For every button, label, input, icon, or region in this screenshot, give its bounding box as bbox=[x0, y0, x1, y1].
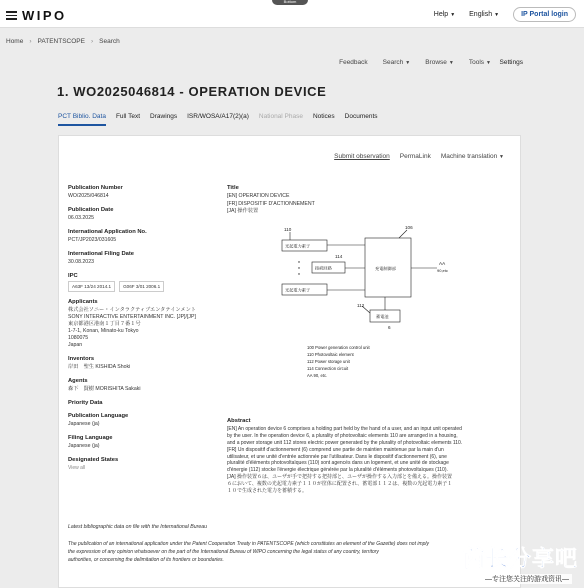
permalink-link[interactable]: PermaLink bbox=[399, 153, 431, 160]
field-label: Priority Data bbox=[68, 400, 103, 407]
abstract-line: ６において、複数の光起電力素子１１０が筐体に配置され、蓄電部１１２は、複数の光起電力素子１ bbox=[227, 481, 453, 488]
abstract-label: Abstract bbox=[227, 418, 251, 424]
field-label: Applicants bbox=[68, 299, 98, 306]
filing-language: Japanese (ja) bbox=[68, 443, 100, 450]
field-label: Filing Language bbox=[68, 435, 113, 442]
tab-bar bbox=[58, 113, 378, 126]
breadcrumb bbox=[6, 38, 120, 45]
disclaimer-line: The publication of an international application under the Patent Cooperation Treaty in PATENTSCOPE (which constitutes an element of the Gazette) does not imply bbox=[68, 541, 430, 547]
breadcrumb-separator: › bbox=[90, 38, 94, 45]
menu-icon[interactable] bbox=[6, 11, 17, 20]
tab-isr-wosa[interactable]: ISR/WOSA/A17(2)(a) bbox=[187, 113, 249, 120]
tab-national-phase: National Phase bbox=[258, 113, 303, 120]
language-menu[interactable]: English ▼ bbox=[469, 11, 500, 18]
abstract-line: [FR] Un dispositif d'actionnement (6) comprend une partie de maintien maintenue par la main d'un bbox=[227, 446, 444, 453]
top-bar bbox=[0, 0, 584, 28]
field-label: Publication Date bbox=[68, 207, 114, 214]
label-114: 114 bbox=[335, 253, 343, 259]
disclaimer bbox=[68, 540, 448, 564]
chevron-down-icon: ▼ bbox=[499, 154, 504, 160]
abstract-line: [JA] 操作装置６は、ユーザが手で把持する把持部と、ユーザが操作する入力部とを備える。操作装置 bbox=[227, 474, 453, 481]
legend-line: 100 Power generation control unit bbox=[307, 344, 370, 350]
legend-line: 114 Connection circuit bbox=[307, 365, 349, 371]
wipo-logo: WIPO bbox=[22, 8, 67, 23]
label-6: 6 bbox=[388, 324, 391, 330]
biblio-panel bbox=[58, 135, 521, 588]
applicants: 株式会社ソニー・インタラクティブエンタテインメント SONY INTERACTIVE ENTERTAINMENT INC. [JP]/[JP] 東京都港区港南１丁目７番１号 1-7-1, Konan, Minato-ku Tokyo 1080075 Japan bbox=[68, 307, 196, 349]
abstract-line: １０で生成された電力を蓄積する。 bbox=[227, 488, 308, 495]
label-aa: AA bbox=[439, 260, 446, 266]
legend-line: 112 Power storage unit bbox=[307, 358, 350, 364]
page-title: 1. WO2025046814 - OPERATION DEVICE bbox=[57, 84, 327, 99]
chevron-down-icon: ▼ bbox=[405, 60, 411, 66]
title-ja: [JA] 操作装置 bbox=[227, 208, 259, 215]
title-fr: [FR] DISPOSITIF D'ACTIONNEMENT bbox=[227, 200, 315, 207]
publication-number: WO/2025/046814 bbox=[68, 193, 109, 199]
help-menu[interactable]: Help ▼ bbox=[433, 11, 456, 18]
browse-menu[interactable]: Browse ▼ bbox=[425, 59, 454, 66]
publication-date: 06.03.2025 bbox=[68, 215, 94, 222]
settings-link[interactable]: Settings bbox=[499, 59, 523, 66]
machine-translation-menu[interactable]: Machine translation ▼ bbox=[440, 153, 504, 160]
tab-drawings[interactable]: Drawings bbox=[150, 113, 178, 120]
breadcrumb-home[interactable]: Home bbox=[6, 38, 24, 45]
pv-element-top-text: 光起電力素子 bbox=[285, 243, 311, 249]
tools-menu[interactable]: Tools ▼ bbox=[468, 59, 491, 66]
field-label: Designated States bbox=[68, 457, 119, 464]
watermark-subtitle: —专注您关注的游戏资讯— bbox=[482, 574, 572, 584]
feedback-link[interactable]: Feedback bbox=[339, 59, 368, 66]
label-106: 106 bbox=[405, 224, 413, 230]
breadcrumb-separator: › bbox=[29, 38, 32, 45]
field-label: Publication Language bbox=[68, 413, 129, 420]
submit-observation-link[interactable]: Submit observation bbox=[334, 153, 390, 160]
ellipsis-dot bbox=[298, 261, 299, 262]
abstract-line: [EN] An operation device 6 comprises a holding part held by the hand of a user, and an input unit operated bbox=[227, 426, 462, 432]
watermark-title: 酋长分享吧 bbox=[462, 546, 578, 571]
legend-line: 110 Photovoltaic element bbox=[307, 351, 354, 357]
latest-data-note: Latest bibliographic data on file with the International Bureau bbox=[68, 524, 208, 530]
pv-element-bottom-text: 光起電力素子 bbox=[285, 287, 311, 293]
view-all-states-link[interactable]: View all bbox=[68, 465, 86, 472]
secondary-menu bbox=[339, 59, 524, 66]
field-label: Inventors bbox=[68, 356, 95, 363]
abstract-section bbox=[227, 418, 515, 495]
label-aa-sub: 90,etc bbox=[437, 267, 448, 273]
ipc-code[interactable]: A63F 13/24 2014.1 bbox=[68, 281, 115, 292]
abstract-line: utilisateur, et une unité d'entrée actionnée par l'utilisateur. Dans le dispositif d'actionnement (6), une bbox=[227, 453, 447, 460]
ellipsis-dot bbox=[298, 267, 299, 268]
publication-language: Japanese (ja) bbox=[68, 421, 100, 428]
title-section bbox=[227, 185, 517, 408]
inventors: 岸田 聖生 KISHIDA Shoki bbox=[68, 364, 131, 371]
ip-portal-login-button[interactable]: IP Portal login bbox=[513, 7, 576, 22]
chevron-down-icon: ▼ bbox=[448, 60, 454, 66]
label-110: 110 bbox=[284, 226, 292, 232]
title-label: Title bbox=[227, 185, 239, 191]
agents: 森下 賢樹 MORISHITA Sakaki bbox=[68, 386, 141, 393]
tab-pct-biblio-data[interactable]: PCT Biblio. Data bbox=[58, 113, 106, 126]
title-en: [EN] OPERATION DEVICE bbox=[227, 193, 290, 199]
chevron-down-icon: ▼ bbox=[450, 12, 456, 18]
watermark bbox=[440, 542, 584, 588]
logo[interactable] bbox=[6, 8, 67, 23]
search-menu[interactable]: Search ▼ bbox=[382, 59, 411, 66]
abstract-line: pluralité d'éléments photovoltaïques (110) sont agencés dans un logement, et une unité de stockage bbox=[227, 460, 449, 467]
field-label: International Application No. bbox=[68, 229, 147, 236]
tab-documents[interactable]: Documents bbox=[344, 113, 378, 120]
international-application-number: PCT/JP2023/031605 bbox=[68, 237, 117, 244]
field-label: Agents bbox=[68, 378, 88, 385]
charge-control-text: 充電制御部 bbox=[375, 265, 396, 271]
field-label: IPC bbox=[68, 273, 78, 280]
representative-drawing[interactable] bbox=[227, 218, 517, 408]
biblio-fields bbox=[68, 185, 208, 478]
disclaimer-line: authorities, or concerning the delimitation of its frontiers or boundaries. bbox=[68, 557, 224, 563]
tab-full-text[interactable]: Full Text bbox=[115, 113, 141, 120]
connection-circuit-text: 接続回路 bbox=[315, 265, 332, 271]
filing-date: 30.08.2023 bbox=[68, 259, 94, 266]
field-label: Publication Number bbox=[68, 185, 123, 191]
power-storage-text: 蓄電池 bbox=[376, 313, 389, 319]
label-112: 112 bbox=[357, 302, 365, 308]
floating-pill: Bottom bbox=[272, 0, 308, 5]
tab-notices[interactable]: Notices bbox=[312, 113, 335, 120]
breadcrumb-search[interactable]: Search bbox=[99, 38, 120, 45]
disclaimer-line: the expression of any opinion whatsoever on the part of the International Bureau of WIPO concerning the legal status of any country, territory bbox=[68, 549, 379, 555]
breadcrumb-patentscope[interactable]: PATENTSCOPE bbox=[37, 38, 85, 45]
legend-line: AA 90, etc. bbox=[307, 372, 328, 378]
chevron-down-icon: ▼ bbox=[494, 12, 500, 18]
chevron-down-icon: ▼ bbox=[486, 60, 491, 66]
ipc-code[interactable]: G06F 3/01 2006.1 bbox=[119, 281, 164, 292]
abstract-line: d'énergie (112) stocke l'énergie électrique générée par la pluralité d'éléments photovoltaïques (110). bbox=[227, 467, 448, 474]
abstract-line: and a power storage unit 112 stores electric power generated by the plurality of photovoltaic elements 110. bbox=[227, 439, 463, 446]
field-label: International Filing Date bbox=[68, 251, 135, 258]
ellipsis-dot bbox=[298, 273, 299, 274]
abstract-line: by the user. In the operation device 6, a plurality of photovoltaic elements 110 are arranged in a housing, bbox=[227, 432, 458, 439]
